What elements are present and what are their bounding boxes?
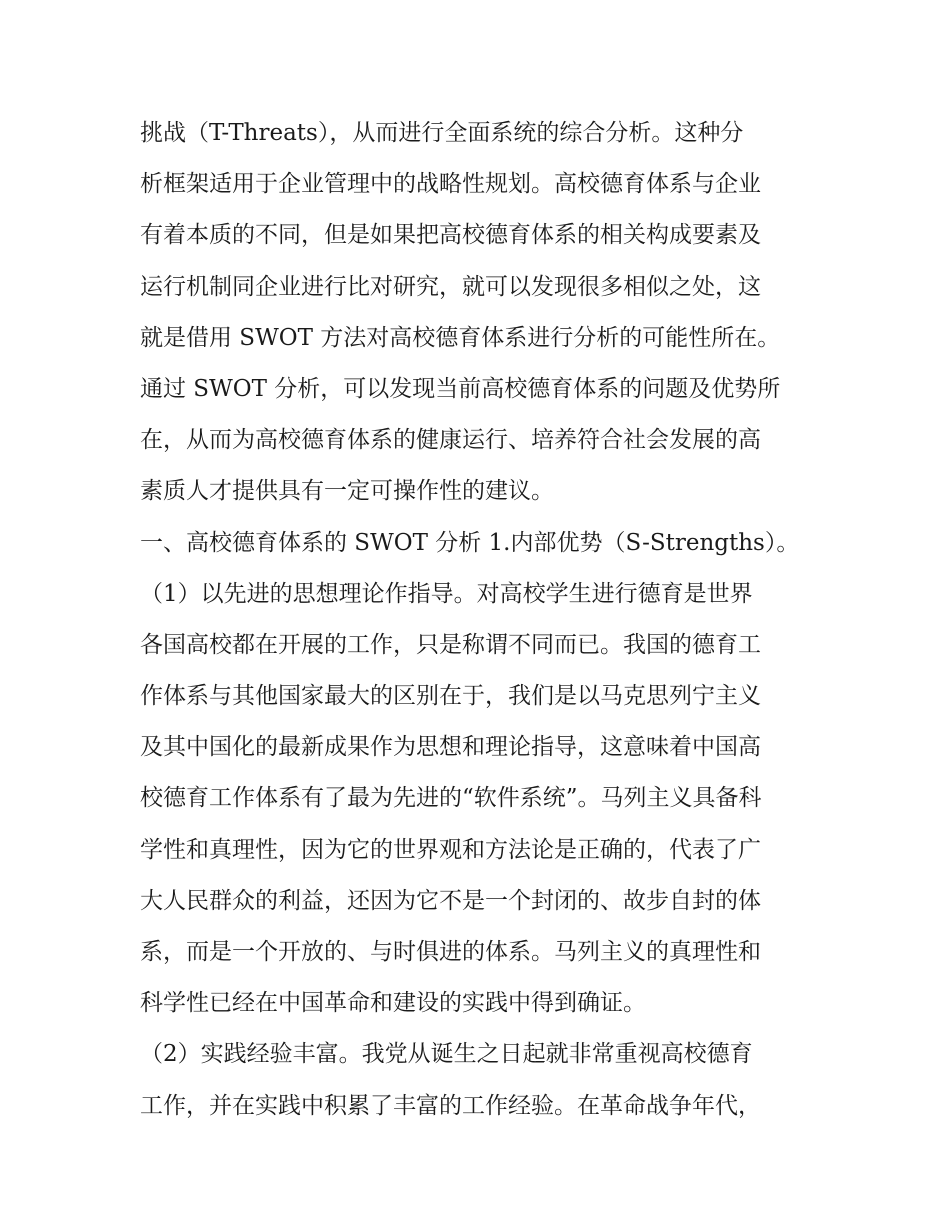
text-line: 校德育工作体系有了最为先进的“软件系统”。马列主义具备科 [140, 785, 762, 812]
text-line: 运行机制同企业进行比对研究，就可以发现很多相似之处，这 [140, 273, 761, 300]
text-line: 挑战（T-Threats），从而进行全面系统的综合分析。这种分 [140, 120, 744, 146]
text-line: （1）以先进的思想理论作指导。对高校学生进行德育是世界 [140, 580, 753, 607]
text-line: （2）实践经验丰富。我党从诞生之日起就非常重视高校德育 [140, 1041, 753, 1068]
text-line: 素质人才提供具有一定可操作性的建议。 [140, 478, 554, 505]
text-line: 及其中国化的最新成果作为思想和理论指导，这意味着中国高 [140, 734, 761, 761]
text-line: 通过 SWOT 分析，可以发现当前高校德育体系的问题及优势所 [140, 375, 781, 402]
text-line: 有着本质的不同，但是如果把高校德育体系的相关构成要素及 [140, 222, 761, 249]
text-line: 系，而是一个开放的、与时俱进的体系。马列主义的真理性和 [140, 939, 761, 965]
text-line: 工作，并在实践中积累了丰富的工作经验。在革命战争年代， [140, 1092, 761, 1119]
section-heading-line: 一、高校德育体系的 SWOT 分析 1.内部优势（S-Strengths）。 [140, 529, 800, 556]
text-line: 大人民群众的利益，还因为它不是一个封闭的、故步自封的体 [140, 887, 761, 914]
body-text [140, 108, 820, 1132]
text-line: 作体系与其他国家最大的区别在于，我们是以马克思列宁主义 [140, 683, 761, 710]
text-line: 就是借用 SWOT 方法对高校德育体系进行分析的可能性所在。 [140, 324, 781, 351]
text-line: 析框架适用于企业管理中的战略性规划。高校德育体系与企业 [140, 171, 761, 198]
text-line: 在，从而为高校德育体系的健康运行、培养符合社会发展的高 [140, 427, 761, 454]
text-line: 学性和真理性，因为它的世界观和方法论是正确的，代表了广 [140, 836, 761, 863]
text-line: 各国高校都在开展的工作，只是称谓不同而已。我国的德育工 [140, 631, 761, 658]
text-line: 科学性已经在中国革命和建设的实践中得到确证。 [140, 990, 646, 1017]
